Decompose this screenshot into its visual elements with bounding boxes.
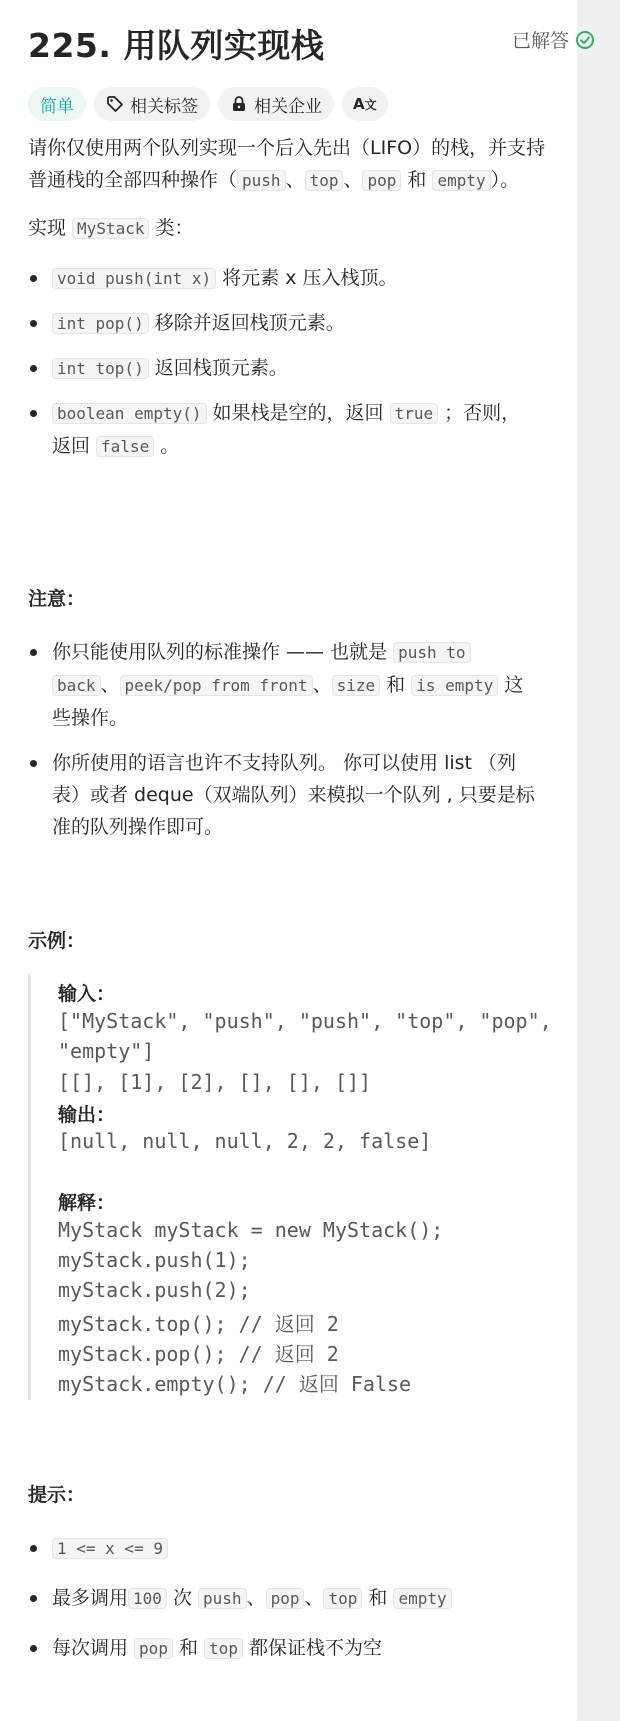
- hint-item: [28, 1532, 568, 1565]
- intro-line-1: 请你仅使用两个队列实现一个后入先出（LIFO）的栈，并支持: [28, 137, 546, 159]
- code-top: top: [305, 170, 344, 191]
- method-item: [28, 307, 568, 340]
- code-100: 100: [128, 1588, 167, 1609]
- note-line-1: 你所使用的语言也许不支持队列。 你可以使用 list （列: [52, 752, 517, 774]
- tag-row: [28, 87, 388, 121]
- text: 如果栈是空的，返回: [206, 402, 390, 424]
- explain-label: 解释：: [58, 1192, 116, 1214]
- explain-line: myStack.pop(); // 返回 2: [58, 1342, 339, 1366]
- title-row: [28, 16, 604, 66]
- code-constraint: 1 <= x <= 9: [52, 1538, 168, 1559]
- input-line: "empty"]: [58, 1039, 155, 1063]
- explain-line: myStack.top(); // 返回 2: [58, 1312, 339, 1336]
- code-peek-pop: peek/pop from front: [120, 675, 313, 696]
- explain-line: MyStack myStack = new MyStack();: [58, 1218, 444, 1242]
- code-push: push: [237, 170, 286, 191]
- code-mystack: MyStack: [72, 218, 149, 239]
- text: 、: [100, 674, 120, 696]
- text: 返回栈顶元素。: [148, 357, 288, 379]
- method-item: [28, 397, 568, 463]
- method-line-1: [52, 397, 568, 430]
- text: ；否则，: [438, 402, 521, 424]
- text: 普通栈的全部四种操作（: [28, 169, 238, 191]
- code-empty: empty: [432, 170, 490, 191]
- text: 次: [166, 1587, 199, 1609]
- code-empty: empty: [393, 1588, 451, 1609]
- explain-line: myStack.empty(); // 返回 False: [58, 1372, 412, 1396]
- code-false: false: [96, 436, 154, 457]
- difficulty-label: 简单: [40, 96, 74, 117]
- text: 、: [312, 674, 332, 696]
- code-push: push: [198, 1588, 247, 1609]
- code-method: boolean empty(): [52, 403, 207, 424]
- example-heading: 示例：: [28, 930, 86, 952]
- hints-heading: 提示：: [28, 1484, 86, 1506]
- code-pop: pop: [266, 1588, 305, 1609]
- code-true: true: [390, 403, 439, 424]
- text: 移除并返回栈顶元素。: [148, 312, 345, 334]
- text: 最多调用: [52, 1587, 129, 1609]
- code-pop: pop: [134, 1638, 173, 1659]
- related-companies-button[interactable]: [218, 87, 334, 121]
- code-method: void push(int x): [52, 268, 216, 289]
- text: 这: [498, 674, 524, 696]
- note-item: [28, 636, 568, 734]
- code-is-empty: is empty: [411, 675, 498, 696]
- notes-heading: 注意：: [28, 588, 86, 610]
- intro-paragraph: [28, 132, 568, 197]
- text: 返回: [52, 435, 97, 457]
- note-line-1: [52, 636, 568, 669]
- related-companies-label: 相关企业: [254, 96, 322, 117]
- impl-paragraph: [28, 212, 568, 245]
- code-method: int top(): [52, 358, 149, 379]
- text: 每次调用: [52, 1637, 135, 1659]
- related-tags-button[interactable]: [94, 87, 210, 121]
- problem-title: 225. 用队列实现栈: [28, 26, 325, 65]
- method-item: [28, 352, 568, 385]
- code-top: top: [323, 1588, 362, 1609]
- note-item: [28, 747, 568, 843]
- explain-line: myStack.push(2);: [58, 1278, 251, 1302]
- tag-icon: [106, 95, 124, 113]
- text: 、: [304, 1587, 324, 1609]
- hint-item: [28, 1582, 568, 1615]
- code-push-to-back: push to: [393, 642, 470, 663]
- lock-icon: [230, 95, 248, 113]
- code-push-to-back: back: [52, 675, 101, 696]
- check-circle-icon: [575, 30, 595, 50]
- code-pop: pop: [362, 170, 401, 191]
- translate-button[interactable]: [342, 87, 388, 121]
- text: 和: [172, 1637, 205, 1659]
- text: 实现: [28, 217, 73, 239]
- explain-line: myStack.push(1);: [58, 1248, 251, 1272]
- difficulty-badge: [28, 87, 86, 121]
- text: 类：: [149, 217, 194, 239]
- solved-status: [512, 26, 595, 53]
- input-line: [[], [1], [2], [], [], []]: [58, 1070, 372, 1094]
- text: 你只能使用队列的标准操作 —— 也就是: [52, 641, 394, 663]
- text: 。: [154, 435, 180, 457]
- method-item: [28, 262, 568, 295]
- output-label: 输出：: [58, 1104, 116, 1126]
- solved-label: 已解答: [512, 30, 570, 52]
- input-label: 输入：: [58, 983, 116, 1005]
- input-line: ["MyStack", "push", "push", "top", "pop",: [58, 1009, 552, 1033]
- code-top: top: [204, 1638, 243, 1659]
- text: 和: [380, 674, 412, 696]
- text: 将元素 x 压入栈顶。: [216, 267, 398, 289]
- text: 、: [343, 169, 363, 191]
- text: ）。: [490, 169, 520, 191]
- code-method: int pop(): [52, 313, 149, 334]
- translate-icon: A文: [353, 95, 377, 113]
- related-tags-label: 相关标签: [130, 96, 198, 117]
- intro-line-2: [28, 164, 568, 197]
- text: 和: [362, 1587, 394, 1609]
- note-line-3: 些操作。: [52, 707, 129, 729]
- note-line-3: 准的队列操作即可。: [52, 816, 224, 838]
- output-line: [null, null, null, 2, 2, false]: [58, 1129, 432, 1153]
- example-block: [28, 975, 568, 1400]
- hint-item: [28, 1632, 568, 1665]
- note-line-2: [52, 669, 568, 702]
- text: 、: [246, 1587, 266, 1609]
- text: 和: [401, 169, 433, 191]
- code-size: size: [332, 675, 381, 696]
- method-line-2: [52, 430, 568, 463]
- text: 都保证栈不为空: [242, 1637, 382, 1659]
- note-line-2: 表）或者 deque（双端队列）来模拟一个队列 , 只要是标: [52, 784, 535, 806]
- text: 、: [285, 169, 305, 191]
